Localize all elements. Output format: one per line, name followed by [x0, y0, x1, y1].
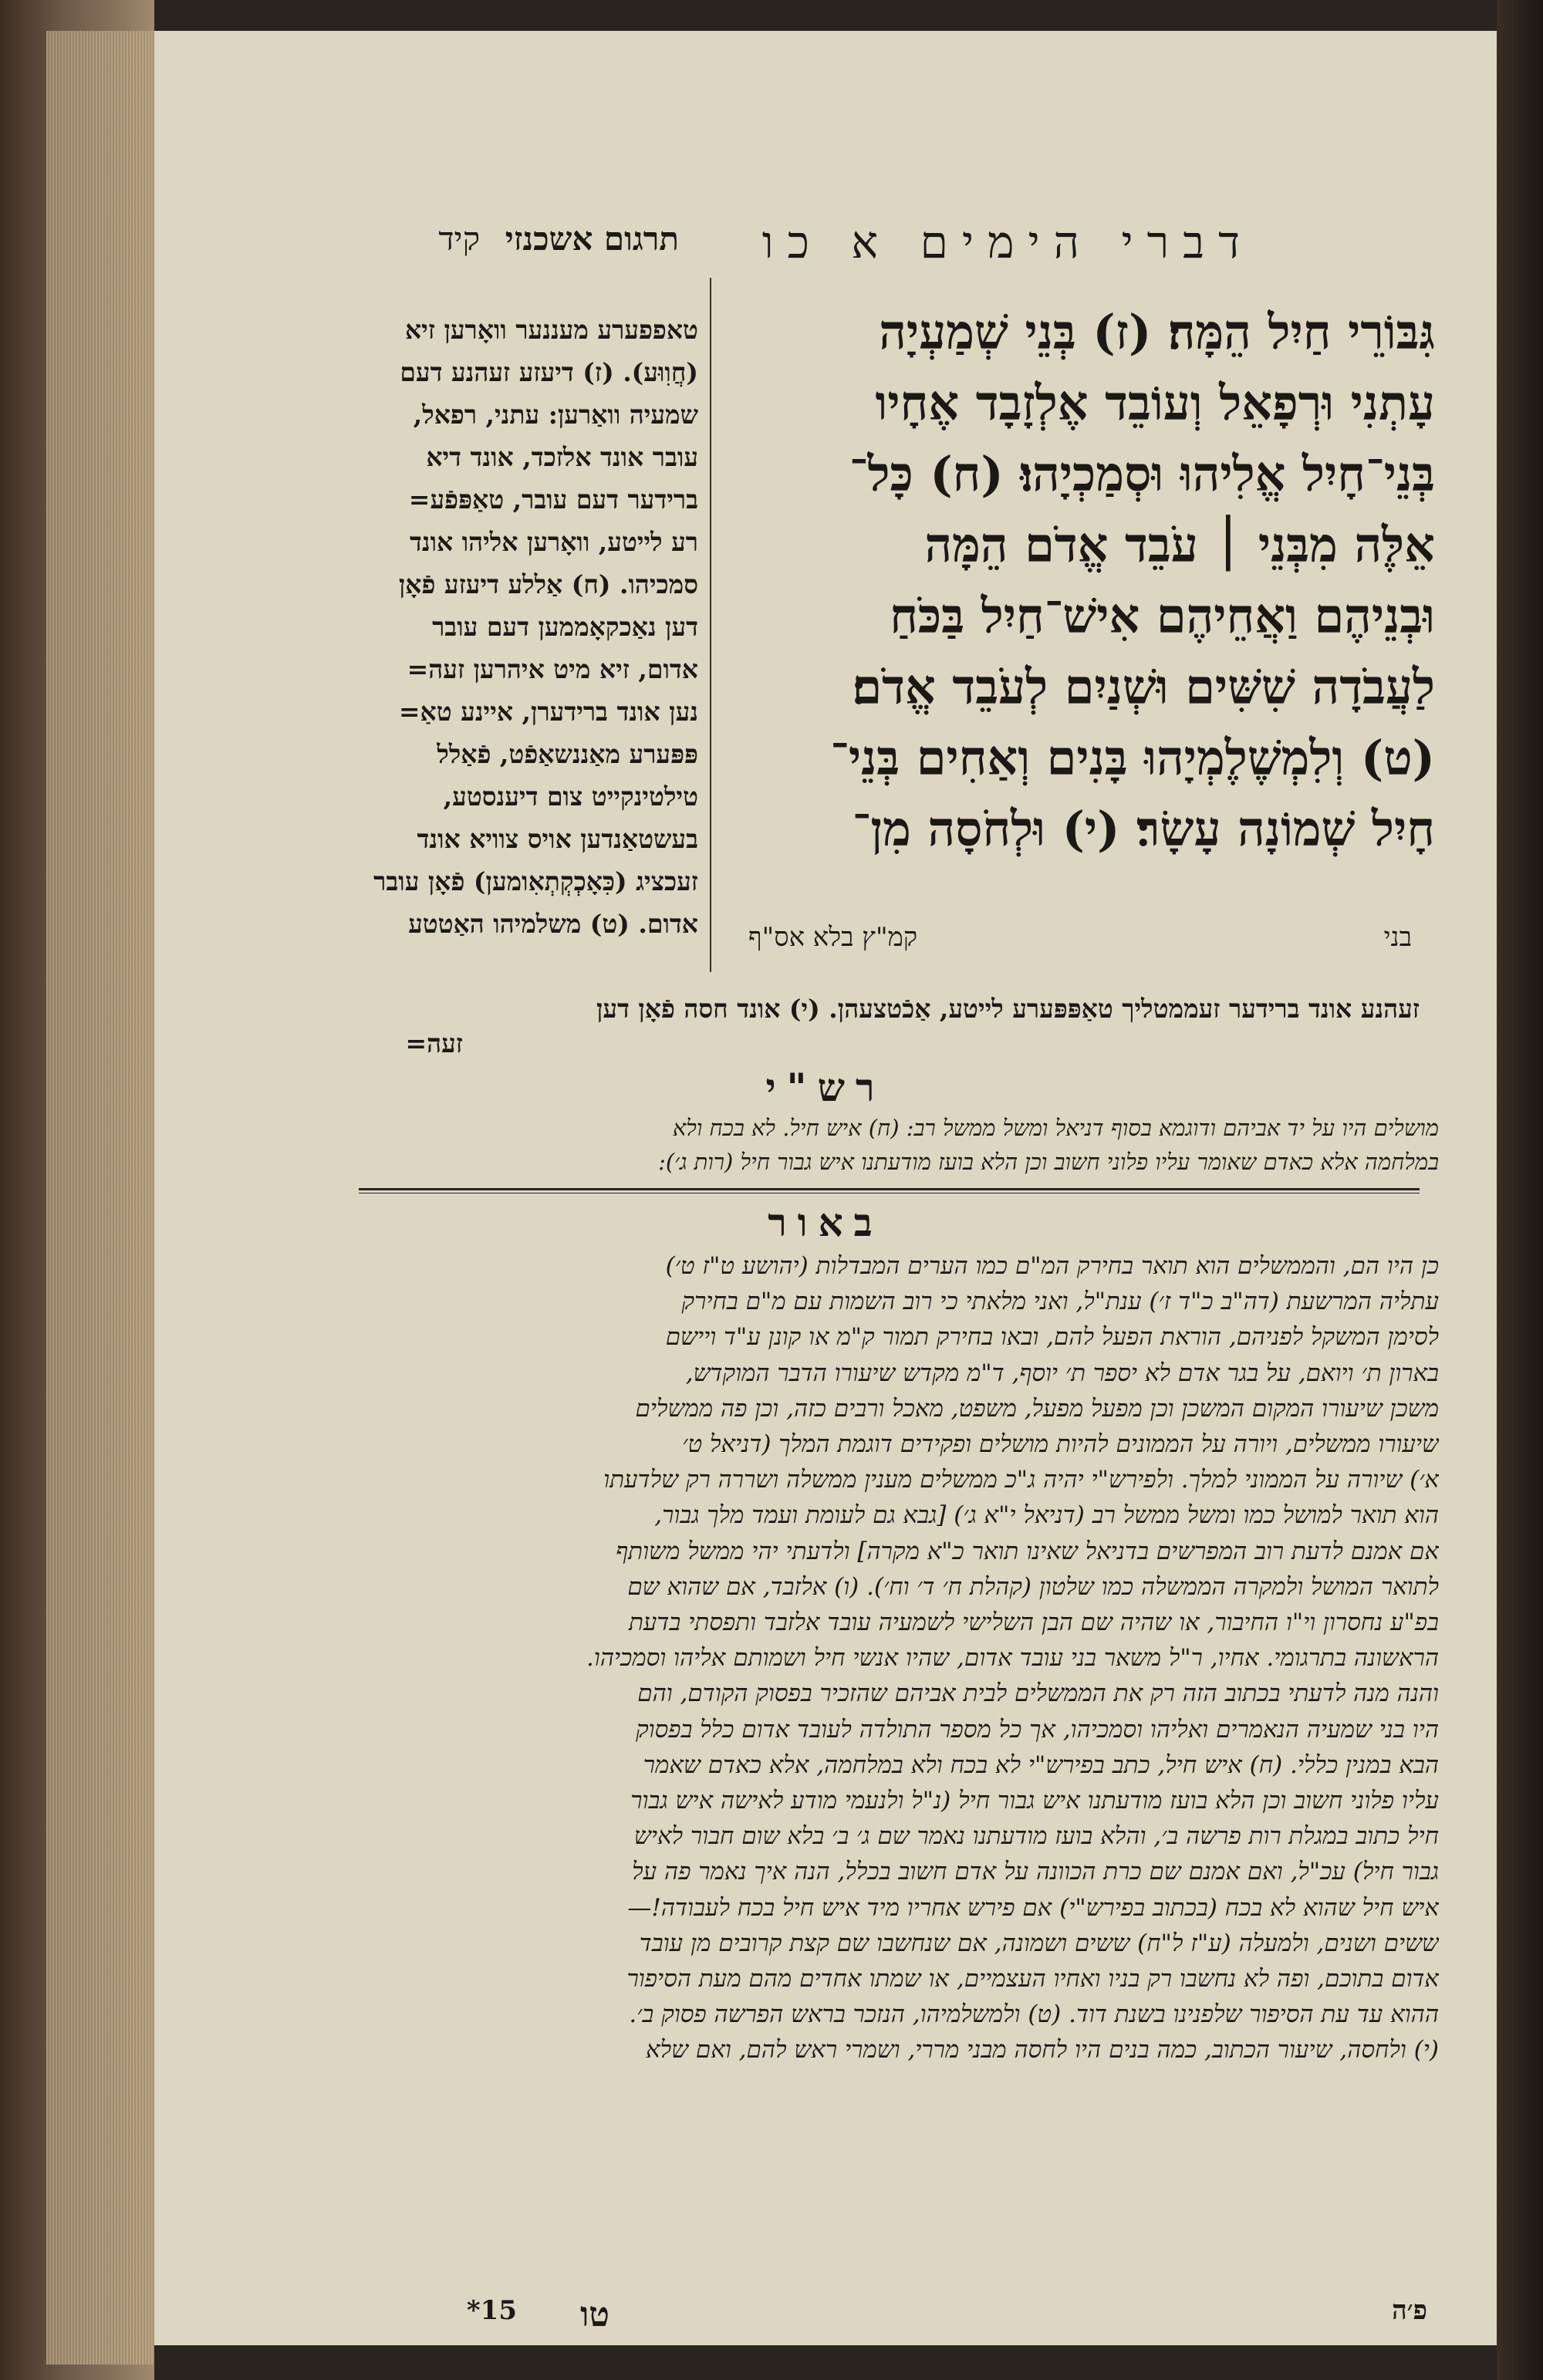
page-number: קיד [438, 220, 481, 258]
biur-line: איש חיל שהוא לא בכח (בכתוב בפירש"י) אם פירש אחריו מיד איש חיל בכח לעבודה!— [627, 1893, 1439, 1922]
targum-line: רע לייטע, וואָרען אליהו אונד [410, 527, 698, 557]
biur-line: א׳) שיורה על הממוני למלך. ולפירש"י יהיה ג"כ ממשלים מענין ממשלה ושררה רק שלדעתו [603, 1466, 1439, 1494]
scripture-line: וּבְנֵיהֶם וַאֲחֵיהֶם אִישׁ־חַיִל בַּכֹּחַ [890, 588, 1435, 644]
targum-line: בעשטאַנדען אויס צוויא אונד [417, 824, 698, 854]
biur-line: גבור חיל) עכ"ל, ואם אמנם שם כרת הכוונה על אדם חשוב בכלל, הנה איך נאמר פה על [632, 1858, 1439, 1886]
targum-line: אדום, זיא מיט איהרען זעה= [407, 654, 698, 684]
biur-line: עתליה המרשעת (דה"ב כ"ד ז׳) ענת"ל, ואני מלאתי כי רוב השמות עם מ"ם בחירק [681, 1288, 1439, 1316]
scripture-line: עָתְנִי וּרְפָאֵל וְעוֹבֵד אֶלְזָבָד אֶחָיו [875, 375, 1435, 431]
targum-continuation-line: זעהנע אונד ברידער זעממטליך טאַפּפּערע לייטע, אַכֿטצעהן. (י) אונד חסה פֿאָן דען [596, 994, 1420, 1024]
section-rule [359, 1188, 1420, 1190]
targum-line: נען אונד ברידערן, איינע טאַ= [398, 697, 698, 727]
scripture-line: בְּנֵי־חָיִל אֱלִיהוּ וּסְמַכְיָהוּ׃ (ח) כָּל־ [849, 446, 1435, 502]
biur-heading: באור [768, 1200, 883, 1245]
biur-line: ששים ושנים, ולמעלה (ע"ז ל"ח) ששים ושמונה, אם שנחשבו שם קצת קרובים מן עובד [639, 1929, 1439, 1957]
targum-title: תרגום אשכנזי [505, 220, 679, 258]
targum-line: אדום. (ט) משלמיהו האַטטע [408, 909, 698, 939]
biur-line: חיל כתוב במגלת רות פרשה ב׳, והלא בועז מודעתנו נאמר שם ג׳ ב׳ בלא שום חבור לאיש [633, 1822, 1439, 1851]
biur-line: לסימן המשקל לפניהם, הוראת הפעל להם, ובאו בחירק תמור ק"מ או קונן ע"ד ויישם [665, 1323, 1439, 1352]
running-head-targum [355, 220, 679, 258]
targum-line: טאפפערע מעננער וואָרען זיא [404, 315, 698, 345]
scripture-line: אֵלֶּה מִבְּנֵי ׀ עֹבֵד אֱדֹם הֵמָּה [924, 517, 1435, 573]
targum-column [359, 309, 698, 945]
scripture-line: (ט) וְלִמְשֶׁלֶמְיָהוּ בָּנִים וְאַחִים בְּנֵי־ [830, 730, 1435, 786]
biur-line: בארון ת׳ ויואם, על בגר אדם לא יספר ת׳ יוסף, ד"מ מקדש שיעורו הדבר המוקדש, [685, 1359, 1439, 1387]
targum-line: פּפּערע מאַננשאַפֿט, פֿאַלל [437, 739, 698, 769]
targum-line: סמכיהו. (ח) אַללע דיעזע פֿאָן [398, 569, 698, 599]
masoretic-note: קמ"ץ בלא אס"ף [748, 922, 918, 953]
scripture-line: חָיִל שְׁמוֹנָה עָשָׂר׃ (י) וּלְחֹסָה מִן־ [852, 801, 1435, 857]
scripture-line: לַעֲבֹדָה שִׁשִּׁים וּשְׁנַיִם לְעֹבֵד אֱדֹם׃ [852, 659, 1435, 715]
rashi-heading: רש"י [765, 1065, 886, 1110]
targum-continuation-line: זעה= [405, 1028, 463, 1058]
biur-line: והנה מנה לדעתי בכתוב הזה רק את הממשלים לבית אביהם שהזכיר בפסוק הקודם, והם [637, 1680, 1439, 1708]
biur-line: הראשונה בתרגומי. אחיו, ר"ל משאר בני עובד אדום, שהיו אנשי חיל ושמותם אליהו וסמכיהו. [586, 1644, 1439, 1673]
biur-line: משכן שיעורו המקום המשכן וכן מפעל מפעל, משפט, מאכל ורבים כזה, וכן פה ממשלים [635, 1394, 1439, 1423]
targum-line: עובר אונד אלזכד, אונד דיא [426, 442, 698, 472]
signature-mark: טו [580, 2295, 609, 2334]
biur-line: (י) ולחסה, שיעור הכתוב, כמה בנים היו לחסה מבני מררי, ושמרי ראש להם, ואם שלא [645, 2036, 1439, 2064]
leaf-number: 15* [466, 2295, 517, 2326]
targum-line: דען נאַכקאָממען דעם עובר [432, 612, 698, 642]
biur-line: הוא תואר למושל כמו ומשל ממשל רב (דניאל י"א ג׳) [גבא גם לעומת ועמד מלך גבור, [654, 1501, 1439, 1530]
biur-line: שיעורו ממשלים, ויורה על הממונים להיות מושלים ופקידים דוגמת המלך (דניאל ט׳ [682, 1430, 1439, 1459]
rashi-commentary [359, 1111, 1439, 1179]
book-cover-edge [1497, 0, 1543, 2380]
targum-line: ברידער דעם עובר, טאַפּפֿע= [408, 484, 698, 515]
scripture-line: גִּבּוֹרֵי חַיִל הֵמָּה׃ (ז) בְּנֵי שְׁמַעְיָה [879, 304, 1435, 360]
biur-line: היו בני שמעיה הנאמרים ואליהו וסמכיהו, אך כל מספר התולדה לעובד אדום כלל בפסוק [636, 1715, 1439, 1744]
targum-line: (חֲוִוּע). (ז) דיעזע זעהנע דעם [400, 357, 698, 387]
rashi-line: במלחמה אלא כאדם שאומר עליו פלוני חשוב וכן הלא בועז מודעתנו איש גבור חיל (רות ג׳): [658, 1149, 1439, 1175]
rashi-line: מושלים היו על יד אביהם ודוגמא בסוף דניאל ומשל ממשל רב: (ח) איש חיל. לא בכח ולא [672, 1115, 1439, 1141]
biur-line: כן היו הם, והממשלים הוא תואר בחירק המ"ם כמו הערים המבדלות (יהושע ט"ז ט׳) [665, 1252, 1439, 1280]
biur-line: לתואר המושל ולמקרה הממשלה כמו שלטון (קהלת ח׳ ד׳ וח׳). (ו) אלזבד, אם שהוא שם [627, 1572, 1439, 1601]
catchword: בני [1383, 922, 1412, 953]
running-head-book-title: דברי הימים א כו [761, 216, 1254, 268]
targum-line: זעכציג (כִּאָכְקְתְאִומען) פֿאָן עובר [373, 866, 698, 896]
biur-line: בפ"ע נחסרון וי"ו החיבור, או שהיה שם הבן השלישי לשמעיה עובד אלזבד ותפסתי בדעת [628, 1609, 1439, 1637]
biur-line: אם אמנם לדעת רוב המפרשים בדניאל שאינו תואר כ"א מקרה] ולדעתי יהי ממשל משותף [616, 1537, 1439, 1565]
biur-line: הבא במנין כללי. (ח) איש חיל, כתב בפירש"י לא בכח ולא במלחמה, אלא כאדם שאמר [643, 1750, 1439, 1779]
footer-note: פ׳ה [1392, 2295, 1427, 2326]
biur-line: ההוא עד עת הסיפור שלפנינו בשנת דוד. (ט) ולמשלמיהו, הנזכר בראש הפרשה פסוק ב׳. [629, 2000, 1439, 2029]
biur-line: עליו פלוני חשוב וכן הלא בועז מודעתנו איש גבור חיל (נ"ל ולנעמי מודע לאישה איש גבור [630, 1787, 1439, 1815]
column-divider [710, 278, 711, 972]
biur-line: אדום בתוכם, ופה לא נחשבו רק בניו ואחיו העצמיים, או שמתו אחדים מהם מעת הסיפור [626, 1965, 1439, 1993]
book-page [154, 31, 1497, 2345]
book-page-stack [0, 0, 154, 2380]
targum-line: שמעיה וואַרען: עתני, רפאל, [413, 400, 698, 430]
main-scripture-text [741, 297, 1435, 865]
biur-commentary [351, 1248, 1439, 2068]
page-footer [347, 2295, 1427, 2334]
catchword-row [748, 922, 1412, 953]
targum-line: טילטינקייט צום דיענסטע, [443, 782, 698, 812]
